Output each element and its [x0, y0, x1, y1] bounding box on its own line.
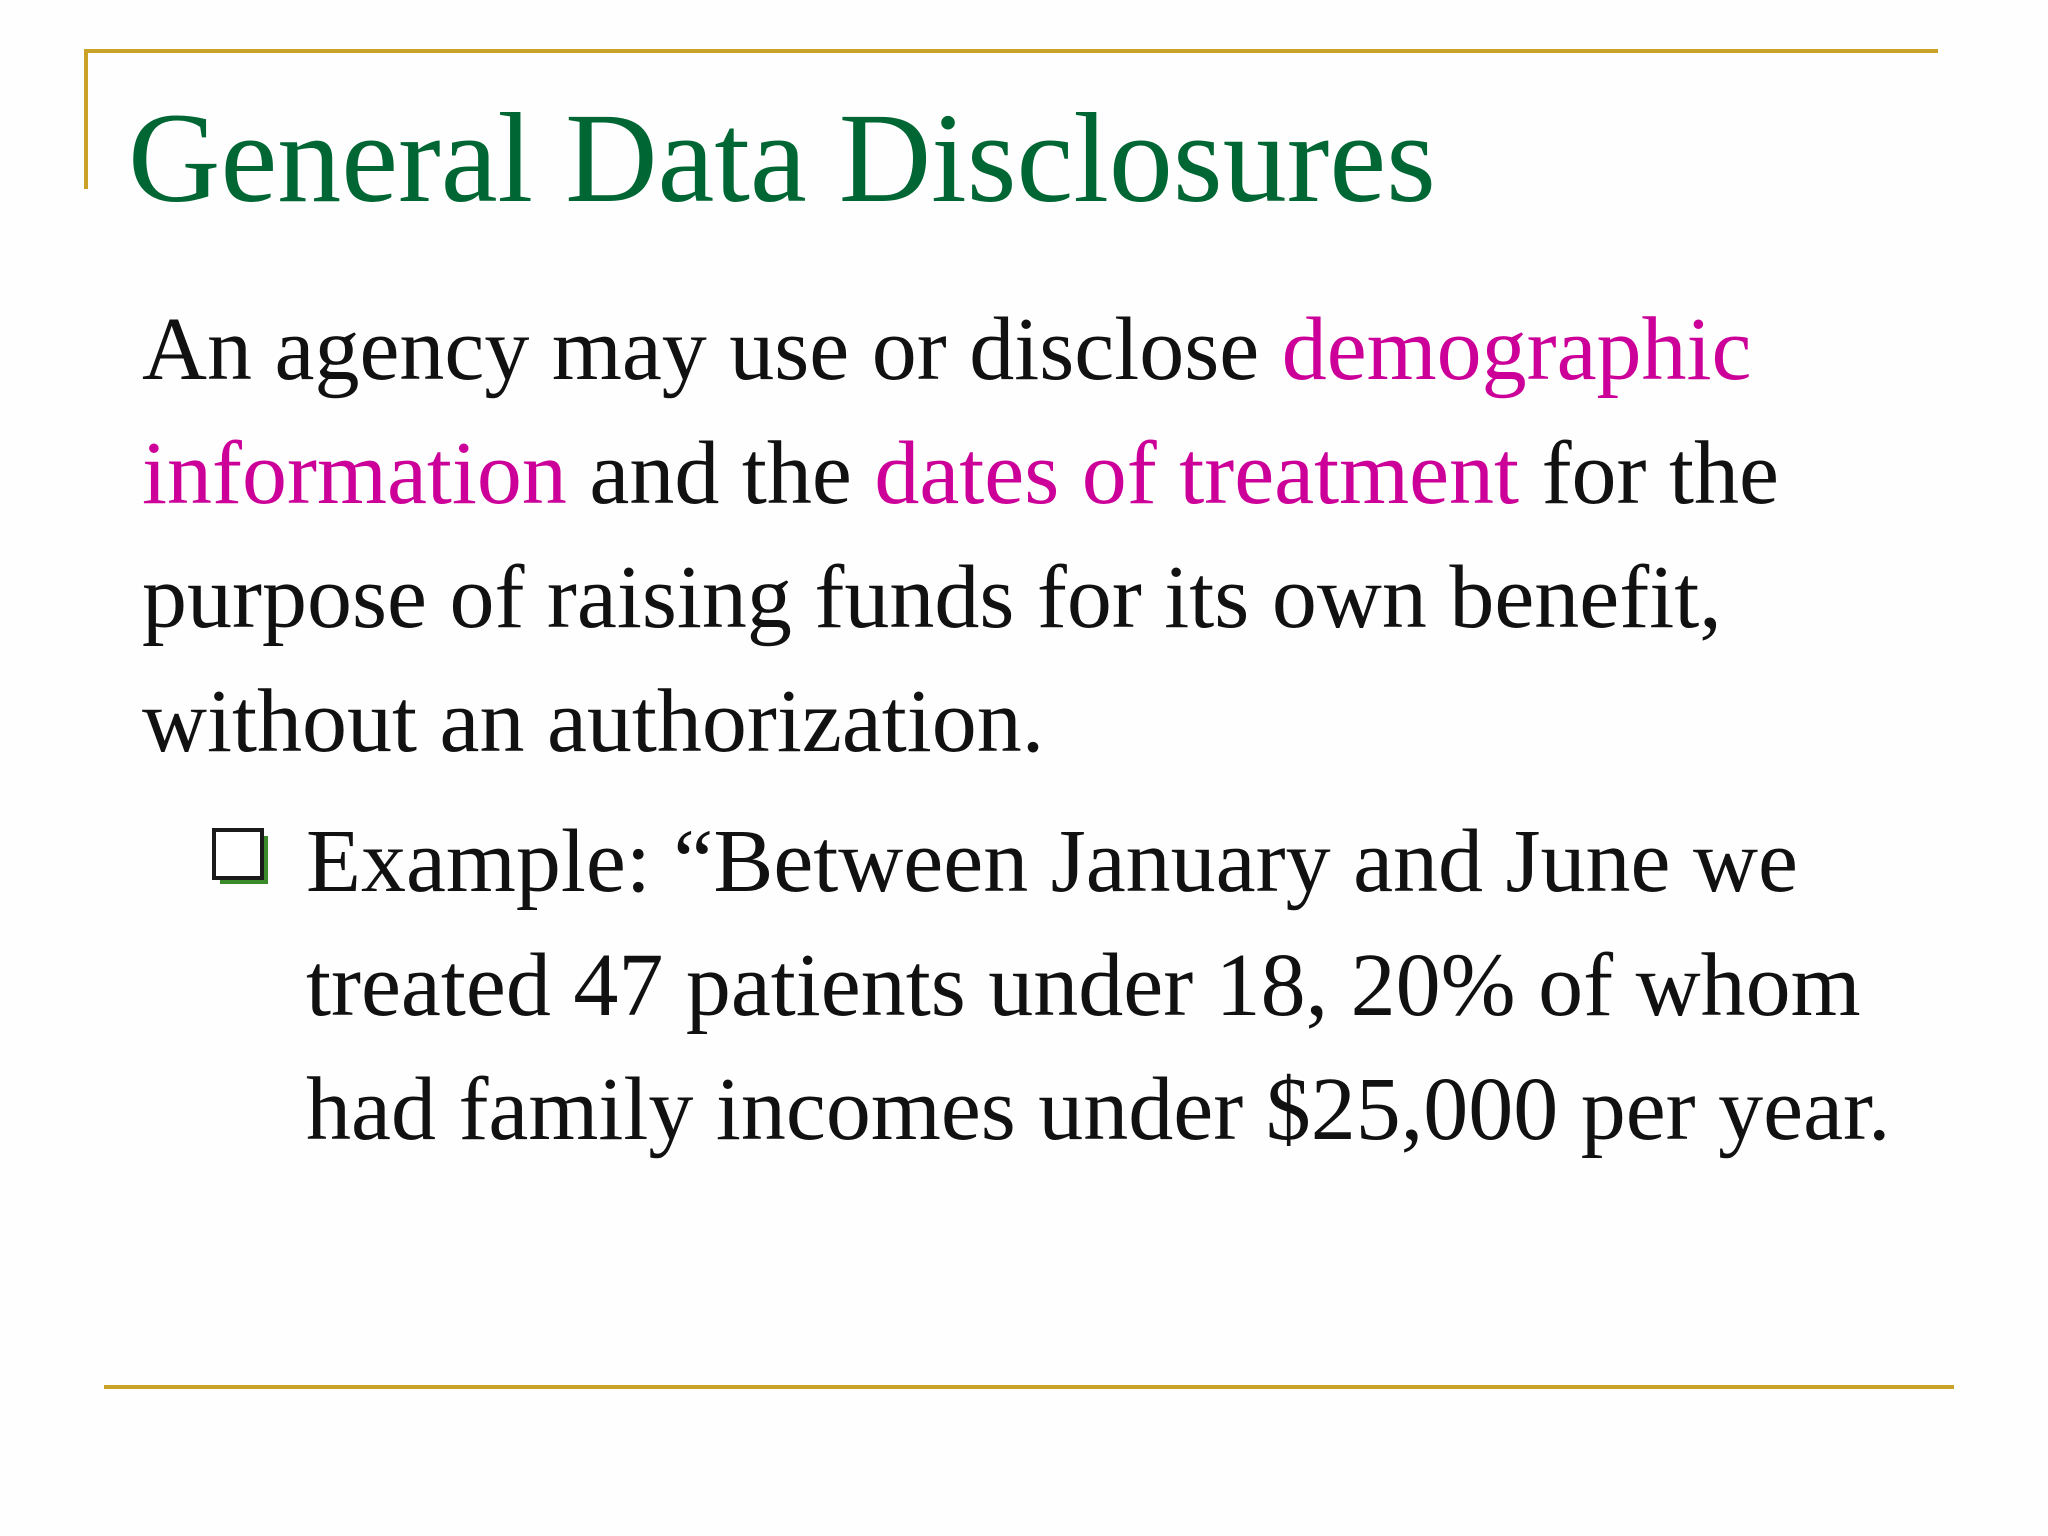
body-text-1: An agency may use or disclose	[142, 300, 1282, 399]
bottom-border-rule	[104, 1385, 1954, 1389]
highlight-demographic-information: demographic information	[142, 300, 1752, 523]
body-text-2: and the	[566, 424, 875, 523]
left-border-rule	[84, 49, 88, 189]
body-paragraph	[142, 288, 1942, 784]
example-text: Example: “Between January and June we treated 47 patients under 18, 20% of whom had family incomes under $25,000 per year.	[306, 812, 1891, 1159]
slide-title: General Data Disclosures	[128, 87, 1436, 229]
body-text-3: for the purpose of raising funds for its own benefit, without an authorization.	[142, 424, 1779, 771]
top-border-rule	[84, 49, 1938, 53]
highlight-dates-of-treatment: dates of treatment	[874, 424, 1520, 523]
checkbox-bullet-icon	[210, 826, 272, 888]
